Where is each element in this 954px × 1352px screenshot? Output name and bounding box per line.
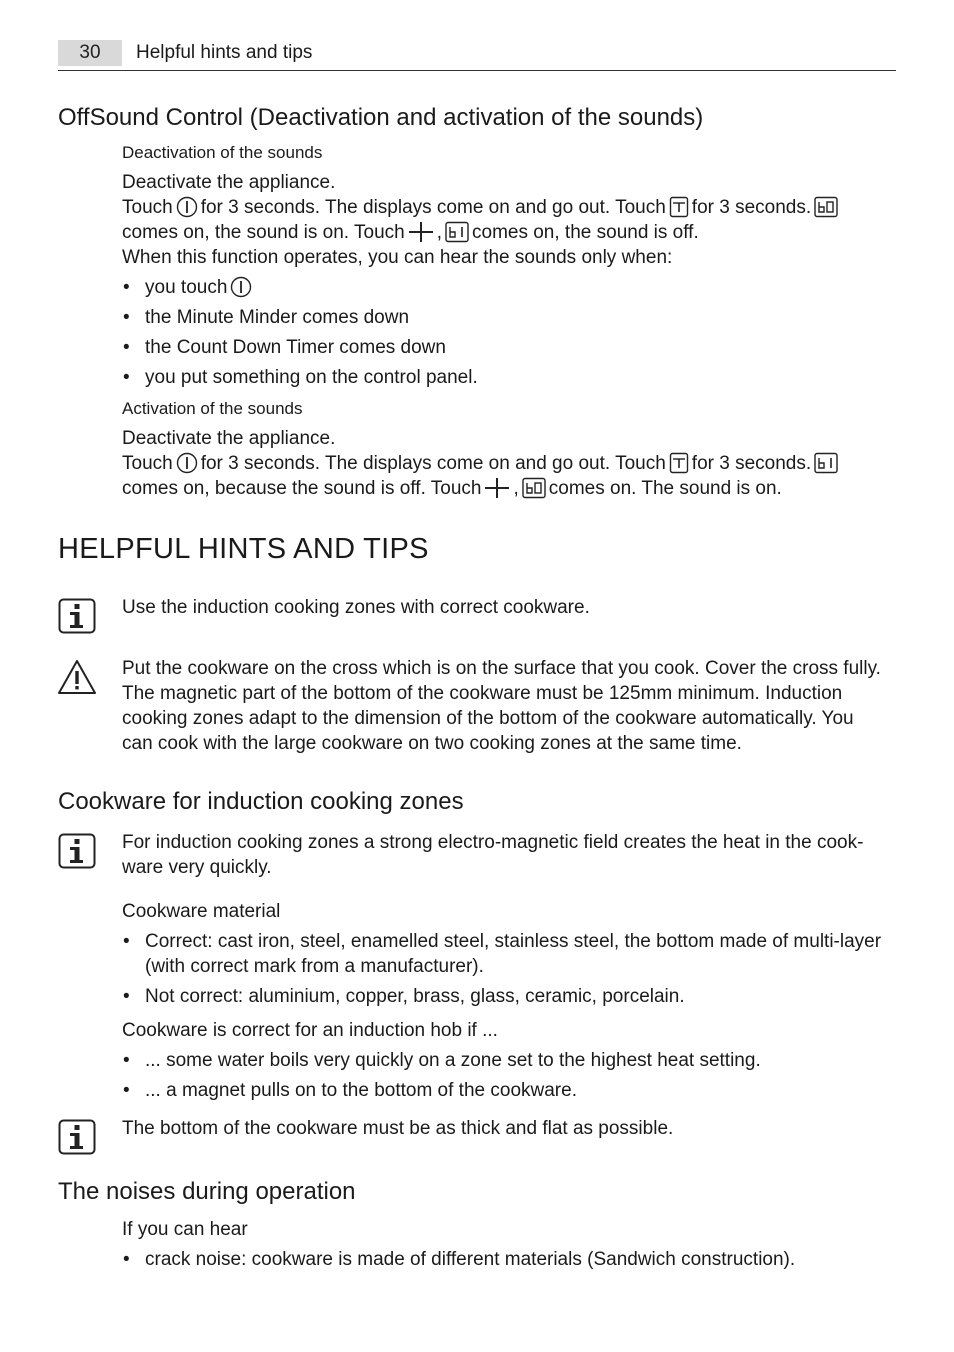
warning-line-4: can cook with the large cookware on two cooking zones at the same time. (122, 733, 742, 754)
bullet-dot: • (123, 337, 130, 358)
text: comes on, the sound is on. Touch (122, 222, 405, 243)
display-b1-icon (814, 452, 838, 474)
bottom-note-emphasis: The bottom of the cookware (122, 1118, 358, 1139)
text: aluminium, copper, brass, glass, ceramic, porcelain. (248, 986, 685, 1007)
list-item (123, 984, 685, 1009)
text: Touch (122, 197, 173, 218)
display-b1-icon (445, 221, 469, 243)
lock-icon (669, 196, 689, 218)
activation-line-1: Deactivate the appliance. (122, 428, 336, 449)
text: for 3 seconds. (691, 197, 812, 218)
section-heading: HELPFUL HINTS AND TIPS (58, 533, 429, 565)
list-item (123, 1078, 577, 1103)
if-you-can-hear: If you can hear (122, 1219, 248, 1240)
cookware-note-line-1: For induction cooking zones a strong electro-magnetic field creates the heat in the cook- (122, 832, 864, 853)
deactivation-line-2 (122, 195, 841, 220)
deactivation-line-3 (122, 220, 699, 245)
text: for 3 seconds. The displays come on and go out. Touch (200, 453, 666, 474)
warning-icon (57, 659, 97, 695)
warning-line-1: Put the cookware on the cross which is on the surface that you cook. Cover the cross fully. (122, 658, 881, 679)
bullet-dot: • (123, 367, 130, 388)
bullet-dot: • (123, 931, 130, 952)
bullet-dot: • (123, 307, 130, 328)
text: the Count Down Timer comes down (145, 337, 446, 358)
list-item (123, 365, 478, 390)
info-icon (58, 1119, 96, 1155)
text: you touch (145, 277, 228, 298)
activation-subheading: Activation of the sounds (122, 399, 303, 418)
text: , (436, 222, 442, 243)
header-rule (58, 70, 896, 71)
text: cast iron, steel, enamelled steel, stainless steel, the bottom made of multi-layer (217, 931, 882, 952)
text: crack noise: cookware is made of different materials (Sandwich construction). (145, 1249, 796, 1270)
text: comes on, the sound is off. (472, 222, 699, 243)
bullet-dot: • (123, 1080, 130, 1101)
list-item (123, 305, 410, 330)
power-icon (176, 196, 198, 218)
correct-continuation: (with correct mark from a manufacturer). (145, 956, 484, 977)
info-icon (58, 598, 96, 634)
text: the Minute Minder comes down (145, 307, 410, 328)
list-item (123, 1048, 761, 1073)
text: , (513, 478, 519, 499)
text: you put something on the control panel. (145, 367, 478, 388)
note-text: Use the induction cooking zones with correct cookware. (122, 597, 590, 618)
plus-icon (484, 477, 510, 499)
deactivation-line-1: Deactivate the appliance. (122, 172, 336, 193)
offsound-heading: OffSound Control (Deactivation and activation of the sounds) (58, 104, 704, 131)
lock-icon (669, 452, 689, 474)
activation-line-3 (122, 476, 782, 501)
noises-heading: The noises during operation (58, 1178, 356, 1205)
warning-line-2: The magnetic part of the bottom of the cookware must be 125mm minimum. Induction (122, 683, 843, 704)
text: for 3 seconds. The displays come on and go out. Touch (200, 197, 666, 218)
plus-icon (408, 221, 434, 243)
running-header-title: Helpful hints and tips (136, 42, 313, 63)
bullet-dot: • (123, 1050, 130, 1071)
not-correct-label: Not correct: (145, 986, 244, 1007)
text: ... some water boils very quickly on a zone set to the highest heat setting. (145, 1050, 761, 1071)
bullet-dot: • (123, 277, 130, 298)
info-icon (58, 833, 96, 869)
correct-label: Correct: (145, 931, 213, 952)
list-item (123, 275, 255, 300)
bottom-note (122, 1116, 673, 1141)
text: comes on. The sound is on. (548, 478, 782, 499)
bullet-dot: • (123, 986, 130, 1007)
deactivation-line-4: When this function operates, you can hear the sounds only when: (122, 247, 673, 268)
list-item (123, 1247, 796, 1272)
power-icon (230, 276, 252, 298)
bullet-dot: • (123, 1249, 130, 1270)
material-heading: Cookware material (122, 901, 281, 922)
activation-line-2 (122, 451, 841, 476)
display-b0-icon (522, 477, 546, 499)
cookware-note-line-2: ware very quickly. (122, 857, 272, 878)
power-icon (176, 452, 198, 474)
text: for 3 seconds. (691, 453, 812, 474)
text: comes on, because the sound is off. Touch (122, 478, 482, 499)
cookware-heading: Cookware for induction cooking zones (58, 788, 464, 815)
warning-line-3: cooking zones adapt to the dimension of the bottom of the cookware automatically. You (122, 708, 854, 729)
list-item (123, 929, 882, 954)
page-number: 30 (58, 40, 122, 66)
correct-if-heading: Cookware is correct for an induction hob if ... (122, 1020, 498, 1041)
text: Touch (122, 453, 173, 474)
display-b0-icon (814, 196, 838, 218)
list-item (123, 335, 446, 360)
deactivation-subheading: Deactivation of the sounds (122, 143, 323, 162)
text: ... a magnet pulls on to the bottom of the cookware. (145, 1080, 577, 1101)
text: must be as thick and flat as possible. (362, 1118, 674, 1139)
